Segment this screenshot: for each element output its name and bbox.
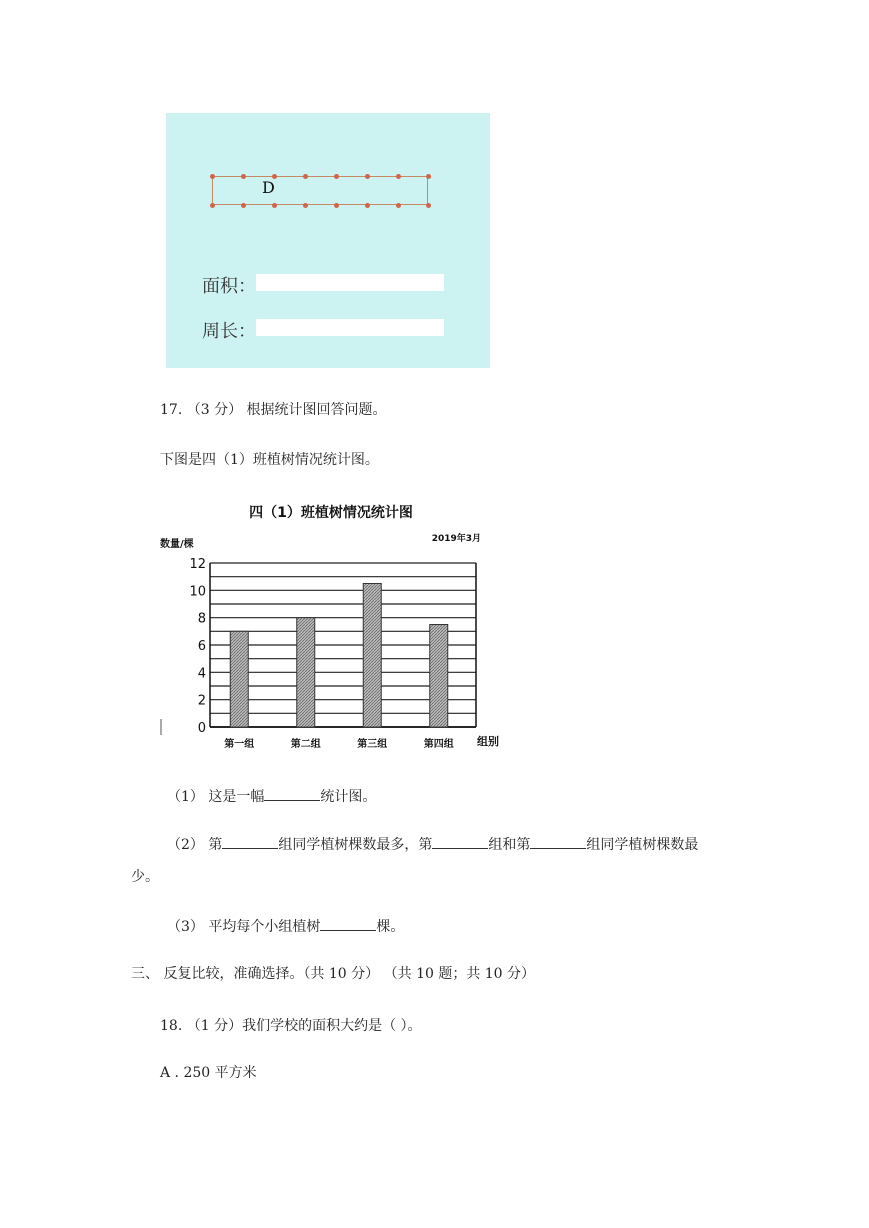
category-label: 第二组 xyxy=(290,739,321,750)
area-answer-box[interactable] xyxy=(256,274,444,291)
q17-sub3-text-b: 棵。 xyxy=(376,919,405,935)
bar-3 xyxy=(363,584,381,728)
q17-sub2 xyxy=(167,834,698,855)
category-label: 第三组 xyxy=(357,739,388,750)
y-tick-label: 0 xyxy=(197,721,206,736)
q17-sub2-text-b: 组同学植树棵数最多，第 xyxy=(278,837,433,853)
grid-dot xyxy=(396,174,401,179)
q17-sub1-text-b: 统计图。 xyxy=(320,789,377,805)
q17-sub1-number: （1） xyxy=(167,789,204,805)
perimeter-label: 周长： xyxy=(202,321,256,342)
q17-intro: 下图是四（1）班植树情况统计图。 xyxy=(160,452,379,468)
category-label: 第四组 xyxy=(423,739,454,750)
q17-header: 17. （3 分） 根据统计图回答问题。 xyxy=(160,402,387,418)
area-label: 面积： xyxy=(202,276,256,297)
q17-sub2-text-c: 组和第 xyxy=(488,837,531,853)
perimeter-answer-box[interactable] xyxy=(256,319,444,336)
grid-dot xyxy=(303,174,308,179)
rectangle-label: D xyxy=(262,178,275,197)
section-3-header: 三、 反复比较，准确选择。（共 10 分） （共 10 题；共 10 分） xyxy=(131,966,536,982)
q18-header: 18. （1 分）我们学校的面积大约是（ ）。 xyxy=(160,1018,422,1034)
q17-sub2-continued: 少。 xyxy=(131,869,159,885)
category-label: 第一组 xyxy=(224,739,255,750)
q18-option-a[interactable]: A . 250 平方米 xyxy=(160,1065,257,1081)
q17-sub3-text-a: 平均每个小组植树 xyxy=(208,919,321,935)
grid-dot xyxy=(334,203,339,208)
blank-least-group-1[interactable] xyxy=(432,834,488,849)
blank-average[interactable] xyxy=(320,916,376,931)
y-tick-label: 2 xyxy=(197,693,206,709)
y-tick-label: 8 xyxy=(197,611,206,627)
blank-chart-type[interactable] xyxy=(264,786,320,801)
rectangle-d xyxy=(212,176,428,205)
grid-dot xyxy=(210,174,215,179)
grid-dot xyxy=(272,203,277,208)
tree-planting-bar-chart xyxy=(158,495,503,760)
q17-sub1-text-a: 这是一幅 xyxy=(208,789,265,805)
grid-dot xyxy=(241,174,246,179)
grid-dot xyxy=(426,174,431,179)
q17-sub2-text-a: 第 xyxy=(208,837,223,853)
y-tick-label: 12 xyxy=(189,557,206,572)
grid-dot xyxy=(210,203,215,208)
grid-dot xyxy=(396,203,401,208)
grid-dot xyxy=(365,203,370,208)
figure-rectangle-d xyxy=(166,113,490,368)
blank-most-group[interactable] xyxy=(222,834,278,849)
bar-2 xyxy=(297,618,315,727)
q17-sub3-number: （3） xyxy=(167,919,204,935)
chart-y-ticks xyxy=(189,557,206,736)
chart-categories xyxy=(224,737,454,750)
grid-dot xyxy=(303,203,308,208)
bar-1 xyxy=(230,631,248,727)
grid-dot xyxy=(334,174,339,179)
blank-least-group-2[interactable] xyxy=(530,834,586,849)
y-tick-label: 4 xyxy=(197,666,206,682)
q17-sub2-number: （2） xyxy=(167,837,204,853)
grid-dot xyxy=(241,203,246,208)
q17-sub3 xyxy=(167,916,404,937)
bar-4 xyxy=(430,625,448,728)
chart-title: 四（1）班植树情况统计图 xyxy=(249,505,413,521)
q17-sub1 xyxy=(167,786,376,807)
grid-dot xyxy=(426,203,431,208)
chart-x-label: 组别 xyxy=(477,735,499,748)
grid-dot xyxy=(365,174,370,179)
y-tick-label: 10 xyxy=(189,584,206,600)
y-tick-label: 6 xyxy=(197,639,206,654)
q17-sub2-text-d: 组同学植树棵数最 xyxy=(586,837,699,853)
chart-date: 2019年3月 xyxy=(431,534,481,544)
chart-y-label: 数量/棵 xyxy=(160,539,194,550)
chart-bars xyxy=(230,584,448,728)
